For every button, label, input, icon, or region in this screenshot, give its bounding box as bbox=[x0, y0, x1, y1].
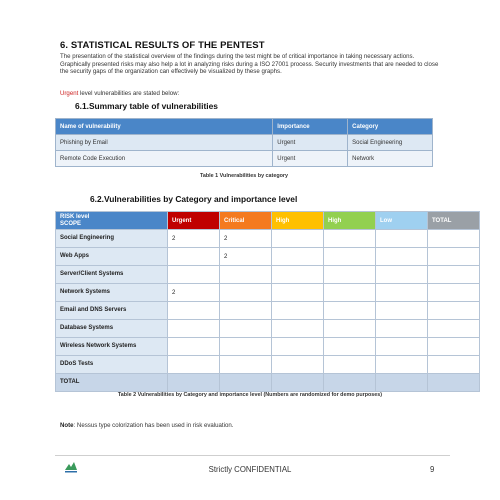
risk-scope-cell: Server/Client Systems bbox=[56, 266, 168, 284]
summary-caption: Table 1 Vulnerabilities by category bbox=[199, 173, 289, 179]
risk-value-cell bbox=[272, 284, 324, 302]
risk-value-cell: 2 bbox=[220, 248, 272, 266]
page-number: 9 bbox=[430, 465, 435, 474]
risk-value-cell bbox=[324, 248, 376, 266]
table-row bbox=[56, 320, 480, 338]
risk-value-cell: 2 bbox=[168, 230, 220, 248]
risk-value-cell bbox=[428, 356, 480, 374]
table-row bbox=[56, 135, 433, 151]
risk-value-cell bbox=[376, 284, 428, 302]
footer-divider bbox=[55, 455, 450, 456]
risk-value-cell bbox=[376, 302, 428, 320]
risk-header-row bbox=[56, 212, 480, 230]
risk-value-cell bbox=[220, 266, 272, 284]
risk-value-cell bbox=[428, 374, 480, 392]
risk-table bbox=[55, 211, 480, 392]
risk-value-cell bbox=[272, 266, 324, 284]
urgent-word: Urgent bbox=[60, 90, 79, 97]
risk-value-cell bbox=[376, 248, 428, 266]
risk-value-cell bbox=[324, 356, 376, 374]
risk-value-cell bbox=[168, 266, 220, 284]
risk-value-cell: 2 bbox=[220, 230, 272, 248]
risk-value-cell bbox=[272, 338, 324, 356]
risk-value-cell bbox=[324, 230, 376, 248]
table-row bbox=[56, 356, 480, 374]
risk-level-urgent: Urgent bbox=[168, 212, 220, 230]
risk-level-high: High bbox=[272, 212, 324, 230]
risk-value-cell bbox=[324, 266, 376, 284]
risk-value-cell bbox=[168, 320, 220, 338]
risk-value-cell bbox=[168, 302, 220, 320]
summary-cell: Phishing by Email bbox=[56, 135, 273, 151]
risk-value-cell bbox=[428, 266, 480, 284]
summary-cell: Urgent bbox=[273, 151, 348, 167]
risk-value-cell bbox=[376, 320, 428, 338]
risk-value-cell bbox=[428, 302, 480, 320]
risk-value-cell bbox=[272, 374, 324, 392]
risk-scope-cell: Database Systems bbox=[56, 320, 168, 338]
urgent-note bbox=[60, 90, 179, 97]
risk-value-cell bbox=[324, 320, 376, 338]
risk-scope-cell: Social Engineering bbox=[56, 230, 168, 248]
risk-scope-cell: Web Apps bbox=[56, 248, 168, 266]
risk-level-critical: Critical bbox=[220, 212, 272, 230]
table-row bbox=[56, 302, 480, 320]
table-row bbox=[56, 338, 480, 356]
risk-value-cell bbox=[376, 374, 428, 392]
risk-table-body bbox=[56, 230, 480, 392]
note-text: : Nessus type colorization has been used in risk evaluation. bbox=[73, 422, 234, 429]
risk-level-low: Low bbox=[376, 212, 428, 230]
risk-value-cell bbox=[272, 230, 324, 248]
note-label: Note bbox=[60, 422, 74, 429]
risk-value-cell bbox=[168, 338, 220, 356]
table-row bbox=[56, 151, 433, 167]
risk-scope-cell: DDoS Tests bbox=[56, 356, 168, 374]
risk-scope-cell: Email and DNS Servers bbox=[56, 302, 168, 320]
footer-confidential: Strictly CONFIDENTIAL bbox=[208, 465, 292, 474]
risk-value-cell bbox=[168, 356, 220, 374]
risk-value-cell bbox=[220, 302, 272, 320]
risk-value-cell bbox=[220, 320, 272, 338]
table-row bbox=[56, 374, 480, 392]
summary-header-name: Name of vulnerability bbox=[56, 119, 273, 135]
risk-value-cell bbox=[220, 374, 272, 392]
risk-value-cell bbox=[220, 356, 272, 374]
summary-header-importance: Importance bbox=[273, 119, 348, 135]
risk-value-cell bbox=[428, 230, 480, 248]
risk-level-total: TOTAL bbox=[428, 212, 480, 230]
risk-value-cell bbox=[376, 230, 428, 248]
risk-value-cell bbox=[428, 248, 480, 266]
risk-scope-cell: Wireless Network Systems bbox=[56, 338, 168, 356]
risk-scope-cell: TOTAL bbox=[56, 374, 168, 392]
table-row bbox=[56, 230, 480, 248]
risk-level-high-2: High bbox=[324, 212, 376, 230]
summary-cell: Social Engineering bbox=[348, 135, 433, 151]
table-row bbox=[56, 284, 480, 302]
risk-value-cell bbox=[324, 284, 376, 302]
risk-caption: Table 2 Vulnerabilities by Category and importance level (Numbers are randomized for demo purposes) bbox=[117, 392, 383, 398]
risk-scope-cell: Network Systems bbox=[56, 284, 168, 302]
risk-value-cell bbox=[428, 284, 480, 302]
table-row bbox=[56, 248, 480, 266]
risk-scope-header-text: RISK level SCOPE bbox=[60, 213, 90, 227]
summary-table bbox=[55, 118, 433, 167]
risk-value-cell bbox=[220, 338, 272, 356]
risk-value-cell bbox=[428, 338, 480, 356]
risk-value-cell bbox=[272, 356, 324, 374]
summary-header-row bbox=[56, 119, 433, 135]
risk-value-cell bbox=[272, 302, 324, 320]
risk-value-cell: 2 bbox=[168, 284, 220, 302]
summary-header-category: Category bbox=[348, 119, 433, 135]
risk-value-cell bbox=[324, 374, 376, 392]
summary-cell: Network bbox=[348, 151, 433, 167]
risk-value-cell bbox=[324, 338, 376, 356]
table-row bbox=[56, 266, 480, 284]
risk-value-cell bbox=[376, 266, 428, 284]
section-intro: The presentation of the statistical overview of the findings during the test might be of critical importance in taking necessary actions. Graphically presented risks may also help a lot in analyzing risks during a ISO 27001 process. Security investments that are needed to close the security gaps of the organization can effectively be visualized by these graphs. bbox=[60, 53, 439, 76]
summary-subtitle: 6.1.Summary table of vulnerabilities bbox=[75, 101, 218, 111]
risk-value-cell bbox=[324, 302, 376, 320]
risk-scope-header bbox=[56, 212, 168, 230]
note bbox=[60, 422, 233, 429]
risk-value-cell bbox=[220, 284, 272, 302]
summary-cell: Urgent bbox=[273, 135, 348, 151]
risk-value-cell bbox=[376, 356, 428, 374]
risk-value-cell bbox=[428, 320, 480, 338]
risk-value-cell bbox=[168, 248, 220, 266]
risk-subtitle: 6.2.Vulnerabilities by Category and importance level bbox=[90, 194, 298, 204]
summary-cell: Remote Code Execution bbox=[56, 151, 273, 167]
risk-value-cell bbox=[272, 320, 324, 338]
section-title: 6. STATISTICAL RESULTS OF THE PENTEST bbox=[60, 40, 265, 51]
risk-value-cell bbox=[376, 338, 428, 356]
urgent-note-text: level vulnerabilities are stated below: bbox=[78, 90, 180, 97]
risk-value-cell bbox=[272, 248, 324, 266]
risk-value-cell bbox=[168, 374, 220, 392]
